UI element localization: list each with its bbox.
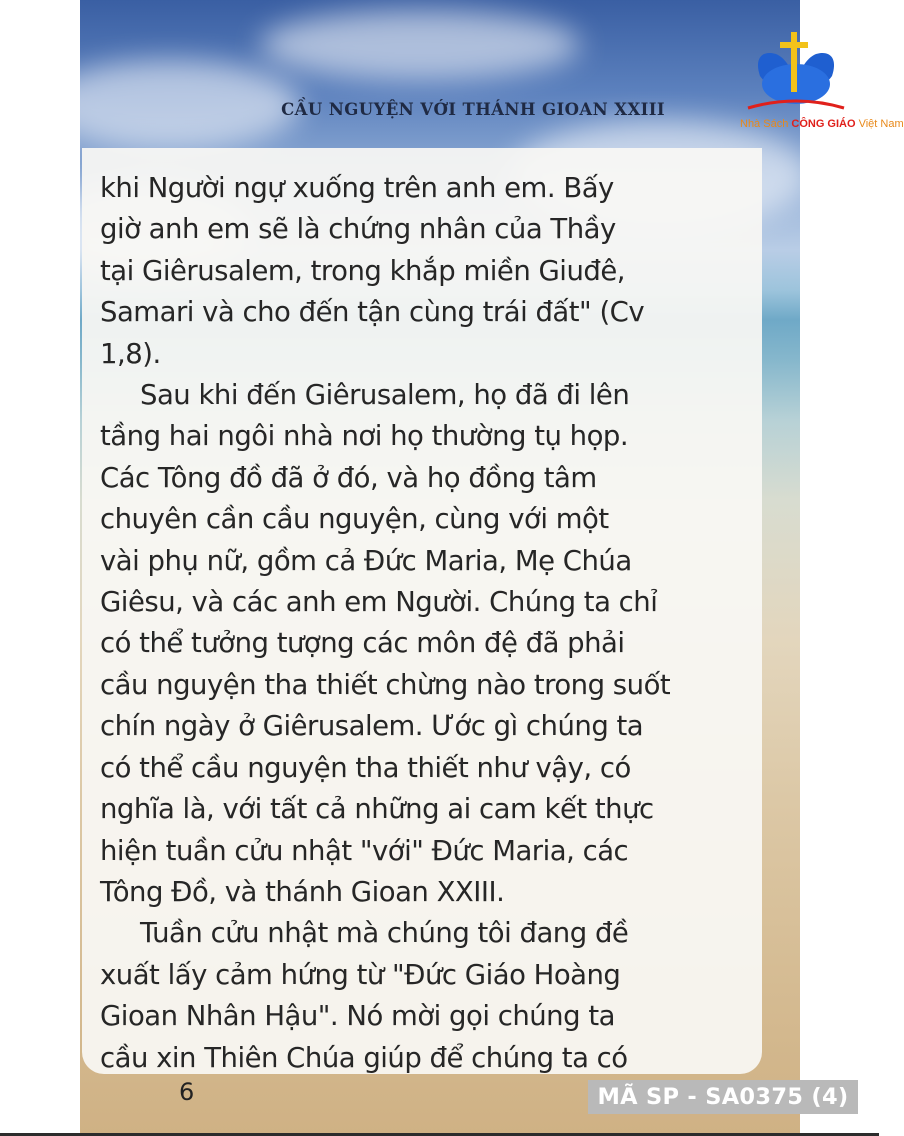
cloud: [260, 10, 580, 80]
publisher-name-part: Việt Nam: [855, 118, 904, 130]
page-number: 6: [179, 1078, 195, 1106]
paragraph: Tuần cửu nhật mà chúng tôi đang đề xuất lấy cảm hứng từ "Đức Giáo Hoàng Gioan Nhân Hậu". Nó mời gọi chúng ta cầu xin Thiên Chúa giúp để chúng ta có: [100, 917, 629, 1074]
paragraph: khi Người ngự xuống trên anh em. Bấy giờ anh em sẽ là chứng nhân của Thầy tại Giêrusalem, trong khắp miền Giuđê, Samari và cho đến tận cùng trái đất" (Cv 1,8).: [100, 172, 645, 370]
publisher-name: [740, 118, 904, 130]
running-header: CẦU NGUYỆN VỚI THÁNH GIOAN XXIII: [281, 100, 665, 119]
body-text: [100, 168, 745, 1079]
publisher-name-highlight: CÔNG GIÁO: [791, 118, 856, 130]
publisher-name-part: Nhà Sách: [740, 118, 792, 130]
publisher-logo: [740, 28, 904, 138]
cross-hands-icon: [740, 28, 870, 120]
product-code-badge: MÃ SP - SA0375 (4): [588, 1080, 858, 1114]
paragraph: Sau khi đến Giêrusalem, họ đã đi lên tầng hai ngôi nhà nơi họ thường tụ họp. Các Tông đồ đã ở đó, và họ đồng tâm chuyên cần cầu nguyện, cùng với một vài phụ nữ, gồm cả Đức Maria, Mẹ Chúa Giêsu, và các anh em Người. Chúng ta chỉ có thể tưởng tượng các môn đệ đã phải cầu nguyện tha thiết chừng nào trong suốt chín ngày ở Giêrusalem. Ước gì chúng ta có thể cầu nguyện tha thiết như vậy, có nghĩa là, với tất cả những ai cam kết thực hiện tuần cửu nhật "với" Đức Maria, các Tông Đồ, và thánh Gioan XXIII.: [100, 379, 671, 908]
